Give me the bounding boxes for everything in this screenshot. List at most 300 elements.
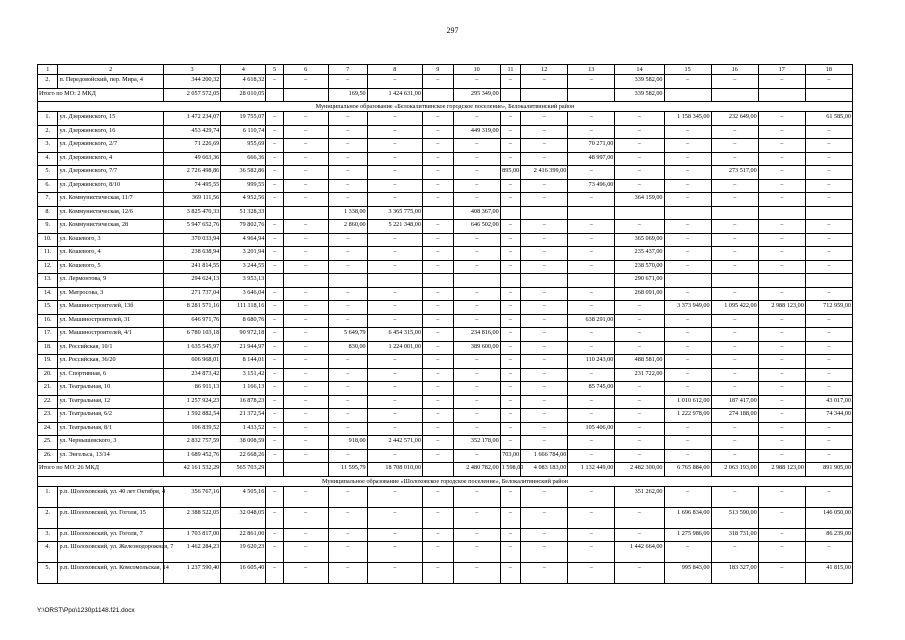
row-number: 10. (38, 233, 58, 247)
value-cell: – (758, 139, 805, 153)
value-cell: – (453, 542, 500, 563)
value-cell: – (328, 75, 367, 89)
value-cell: – (664, 139, 711, 153)
value-cell: 3 825 470,33 (163, 206, 220, 220)
value-cell: – (283, 287, 328, 301)
value-cell: 1 703 817,00 (163, 528, 220, 542)
value-cell: – (422, 193, 453, 207)
value-cell: – (711, 328, 758, 342)
section-header-row (38, 102, 853, 112)
value-cell: – (615, 409, 664, 423)
page-number: 297 (446, 26, 459, 35)
column-number: 9 (422, 65, 453, 75)
value-cell: – (568, 542, 615, 563)
value-cell: 79 802,76 (221, 220, 266, 234)
value-cell: 274 188,00 (711, 409, 758, 423)
value-cell (500, 274, 520, 288)
value-cell: 3 365 775,00 (367, 206, 422, 220)
value-cell: 646 971,76 (163, 314, 220, 328)
value-cell: 273 517,00 (711, 166, 758, 180)
value-cell: 3 646,04 (221, 287, 266, 301)
value-cell: – (328, 368, 367, 382)
value-cell: – (367, 409, 422, 423)
value-cell: – (711, 193, 758, 207)
value-cell: – (367, 75, 422, 89)
value-cell: 232 649,00 (711, 112, 758, 126)
value-cell: 74 344,00 (805, 409, 852, 423)
value-cell: 1 158 345,00 (664, 112, 711, 126)
value-cell: – (711, 422, 758, 436)
value-cell: – (500, 152, 520, 166)
value-cell: – (805, 382, 852, 396)
value-cell: – (266, 260, 283, 274)
value-cell: – (422, 507, 453, 528)
value-cell: – (711, 260, 758, 274)
value-cell: 1 472 234,07 (163, 112, 220, 126)
value-cell: – (500, 355, 520, 369)
section-header-row (38, 476, 853, 486)
value-cell: 2 388 522,05 (163, 507, 220, 528)
table-row (38, 287, 853, 301)
value-cell: – (568, 112, 615, 126)
column-number: 7 (328, 65, 367, 75)
value-cell: – (328, 422, 367, 436)
value-cell: – (367, 382, 422, 396)
value-cell: 4 618,32 (221, 75, 266, 89)
value-cell: – (568, 563, 615, 584)
address-cell: р.п. Шолоховский, ул. 40 лет Октября, 4 (58, 486, 163, 507)
value-cell: – (664, 166, 711, 180)
value-cell: – (283, 341, 328, 355)
value-cell: 235 437,00 (615, 247, 664, 261)
total-cell: 1 424 631,00 (367, 88, 422, 102)
value-cell: 488 581,00 (615, 355, 664, 369)
value-cell (367, 274, 422, 288)
row-number: 3. (38, 528, 58, 542)
value-cell: 49 663,36 (163, 152, 220, 166)
value-cell: – (664, 422, 711, 436)
value-cell: – (422, 166, 453, 180)
value-cell: – (422, 179, 453, 193)
value-cell: – (283, 328, 328, 342)
value-cell: 606 968,01 (163, 355, 220, 369)
value-cell: – (711, 179, 758, 193)
table-row (38, 368, 853, 382)
value-cell: – (367, 260, 422, 274)
value-cell: – (615, 125, 664, 139)
value-cell: – (453, 422, 500, 436)
value-cell: – (500, 436, 520, 450)
value-cell: – (453, 139, 500, 153)
value-cell: – (283, 233, 328, 247)
value-cell: 271 737,04 (163, 287, 220, 301)
value-cell: – (453, 314, 500, 328)
value-cell: – (422, 328, 453, 342)
table-row (38, 422, 853, 436)
file-path-footer: Y:\ORST\Ppo\1230p1148.f21.docx (37, 607, 135, 614)
value-cell: – (328, 152, 367, 166)
column-number: 11 (500, 65, 520, 75)
value-cell: – (758, 152, 805, 166)
table-row (38, 233, 853, 247)
value-cell: – (521, 179, 568, 193)
value-cell: – (615, 528, 664, 542)
value-cell: – (664, 486, 711, 507)
value-cell: 290 671,00 (615, 274, 664, 288)
address-cell: ул. Дзержинского, 4 (58, 152, 163, 166)
row-number: 3. (38, 139, 58, 153)
value-cell: – (367, 125, 422, 139)
value-cell (283, 274, 328, 288)
value-cell: – (805, 287, 852, 301)
table-row (38, 247, 853, 261)
value-cell: – (283, 166, 328, 180)
total-cell: 339 582,00 (615, 88, 664, 102)
value-cell: – (367, 395, 422, 409)
value-cell: 105 406,00 (568, 422, 615, 436)
value-cell: – (283, 449, 328, 463)
value-cell: 22 861,00 (221, 528, 266, 542)
value-cell: – (615, 179, 664, 193)
row-number: 6. (38, 179, 58, 193)
table-row (38, 193, 853, 207)
address-cell: ул. Дзержинского, 15 (58, 112, 163, 126)
value-cell: – (758, 395, 805, 409)
total-cell (711, 88, 758, 102)
column-number: 14 (615, 65, 664, 75)
address-cell: ул. Машиностроителей, 4/1 (58, 328, 163, 342)
value-cell: 110 243,00 (568, 355, 615, 369)
column-number: 16 (711, 65, 758, 75)
value-cell: – (266, 287, 283, 301)
address-cell: ул. Коммунистическая, 28 (58, 220, 163, 234)
value-cell: 1 166,13 (221, 382, 266, 396)
value-cell: – (453, 368, 500, 382)
address-cell: ул. Дзержинского, 8/10 (58, 179, 163, 193)
value-cell: – (758, 368, 805, 382)
value-cell: – (805, 328, 852, 342)
value-cell: – (266, 563, 283, 584)
value-cell: 1 095 422,00 (711, 301, 758, 315)
value-cell: – (283, 528, 328, 542)
value-cell: – (266, 486, 283, 507)
value-cell (615, 206, 664, 220)
value-cell: – (328, 166, 367, 180)
value-cell (758, 206, 805, 220)
value-cell: – (500, 368, 520, 382)
value-cell: – (328, 507, 367, 528)
value-cell: – (367, 314, 422, 328)
column-number: 18 (805, 65, 852, 75)
value-cell: – (500, 563, 520, 584)
value-cell: 5 221 348,00 (367, 220, 422, 234)
value-cell: – (367, 486, 422, 507)
value-cell: – (266, 220, 283, 234)
value-cell: – (711, 368, 758, 382)
value-cell: – (711, 449, 758, 463)
value-cell: – (521, 422, 568, 436)
value-cell: 16 878,23 (221, 395, 266, 409)
column-number: 10 (453, 65, 500, 75)
total-cell (283, 463, 328, 477)
value-cell: – (615, 166, 664, 180)
table-row (38, 382, 853, 396)
value-cell (805, 274, 852, 288)
total-cell: 6 765 884,00 (664, 463, 711, 477)
total-cell (283, 88, 328, 102)
total-label: Итого по МО: 2 МКД (38, 88, 164, 102)
value-cell: – (805, 193, 852, 207)
value-cell: – (367, 166, 422, 180)
value-cell: – (283, 422, 328, 436)
value-cell: – (266, 125, 283, 139)
value-cell: – (328, 287, 367, 301)
total-cell: 2 482 300,00 (615, 463, 664, 477)
value-cell: 106 839,52 (163, 422, 220, 436)
value-cell: 38 008,59 (221, 436, 266, 450)
total-cell: 42 161 532,29 (163, 463, 220, 477)
value-cell: – (521, 355, 568, 369)
value-cell: – (711, 542, 758, 563)
value-cell: – (615, 220, 664, 234)
value-cell: – (283, 355, 328, 369)
value-cell: 73 496,00 (568, 179, 615, 193)
row-number: 20. (38, 368, 58, 382)
value-cell: – (422, 449, 453, 463)
value-cell: 995 843,00 (664, 563, 711, 584)
value-cell: – (711, 139, 758, 153)
value-cell: – (758, 563, 805, 584)
column-number: 15 (664, 65, 711, 75)
value-cell: 2 416 399,00 (521, 166, 568, 180)
value-cell: – (805, 486, 852, 507)
value-cell: – (283, 260, 328, 274)
value-cell: – (568, 247, 615, 261)
value-cell: – (711, 341, 758, 355)
value-cell: – (453, 507, 500, 528)
value-cell: – (422, 341, 453, 355)
value-cell: – (711, 233, 758, 247)
value-cell: – (266, 301, 283, 315)
value-cell: – (266, 528, 283, 542)
value-cell: 74 495,55 (163, 179, 220, 193)
value-cell: – (328, 314, 367, 328)
value-cell: – (521, 409, 568, 423)
value-cell: – (568, 368, 615, 382)
value-cell: – (805, 355, 852, 369)
value-cell: – (758, 328, 805, 342)
value-cell: – (266, 179, 283, 193)
table-row (38, 314, 853, 328)
value-cell: – (500, 179, 520, 193)
table-row (38, 486, 853, 507)
address-cell: ул. Машиностроителей, 31 (58, 314, 163, 328)
value-cell: – (664, 75, 711, 89)
value-cell: 666,36 (221, 152, 266, 166)
value-cell (521, 274, 568, 288)
value-cell: – (283, 542, 328, 563)
value-cell: – (422, 355, 453, 369)
value-cell: – (805, 233, 852, 247)
value-cell: 356 767,16 (163, 486, 220, 507)
table-row (38, 166, 853, 180)
row-number: 17. (38, 328, 58, 342)
value-cell: – (422, 233, 453, 247)
value-cell (568, 274, 615, 288)
table-row (38, 206, 853, 220)
value-cell: 294 624,13 (163, 274, 220, 288)
value-cell: 1 237 590,40 (163, 563, 220, 584)
value-cell: – (453, 179, 500, 193)
value-cell: – (328, 260, 367, 274)
value-cell: – (283, 563, 328, 584)
value-cell: – (568, 528, 615, 542)
address-cell: п. Передовойский, пер. Мира, 4 (58, 75, 163, 89)
column-number: 4 (221, 65, 266, 75)
value-cell: – (568, 220, 615, 234)
total-cell: 295 349,00 (453, 88, 500, 102)
value-cell: – (711, 486, 758, 507)
value-cell: – (615, 382, 664, 396)
value-cell: – (453, 395, 500, 409)
value-cell (758, 274, 805, 288)
value-cell: – (805, 139, 852, 153)
column-number: 1 (38, 65, 58, 75)
value-cell: 1 257 924,23 (163, 395, 220, 409)
value-cell: – (758, 355, 805, 369)
value-cell: – (266, 247, 283, 261)
value-cell (664, 274, 711, 288)
total-cell: 2 480 782,00 (453, 463, 500, 477)
value-cell: – (500, 139, 520, 153)
value-cell: 4 964,94 (221, 233, 266, 247)
value-cell: – (758, 314, 805, 328)
value-cell: – (367, 247, 422, 261)
row-number: 13. (38, 274, 58, 288)
value-cell: – (664, 382, 711, 396)
value-cell: – (500, 287, 520, 301)
value-cell: 234 816,00 (453, 328, 500, 342)
table-row (38, 125, 853, 139)
value-cell: 19 755,07 (221, 112, 266, 126)
value-cell: – (568, 125, 615, 139)
value-cell: 703,00 (500, 449, 520, 463)
value-cell: – (453, 449, 500, 463)
value-cell: – (328, 395, 367, 409)
value-cell: – (711, 287, 758, 301)
value-cell: – (664, 152, 711, 166)
value-cell: – (521, 507, 568, 528)
row-number: 5. (38, 166, 58, 180)
value-cell: – (615, 139, 664, 153)
row-number: 16. (38, 314, 58, 328)
value-cell: 16 605,40 (221, 563, 266, 584)
value-cell: 234 873,42 (163, 368, 220, 382)
value-cell: – (283, 507, 328, 528)
value-cell: – (453, 193, 500, 207)
value-cell: – (758, 409, 805, 423)
row-number: 1. (38, 486, 58, 507)
value-cell: – (266, 507, 283, 528)
value-cell: – (422, 409, 453, 423)
table-row (38, 528, 853, 542)
total-row (38, 463, 853, 477)
value-cell: 86 911,13 (163, 382, 220, 396)
value-cell: – (758, 260, 805, 274)
value-cell: – (805, 542, 852, 563)
value-cell: – (758, 287, 805, 301)
value-cell: – (521, 220, 568, 234)
value-cell: – (521, 152, 568, 166)
value-cell: – (500, 247, 520, 261)
value-cell: – (500, 233, 520, 247)
value-cell (422, 206, 453, 220)
table-row (38, 436, 853, 450)
value-cell: – (500, 528, 520, 542)
value-cell: 1 222 978,00 (664, 409, 711, 423)
value-cell: – (805, 220, 852, 234)
value-cell: – (283, 409, 328, 423)
address-cell: ул. Чернышевского, 3 (58, 436, 163, 450)
value-cell: – (422, 112, 453, 126)
value-cell: – (758, 166, 805, 180)
address-cell: ул. Коммунистическая, 11/7 (58, 193, 163, 207)
value-cell: 6 780 103,18 (163, 328, 220, 342)
table-row (38, 328, 853, 342)
value-cell: – (521, 314, 568, 328)
row-number: 14. (38, 287, 58, 301)
value-cell: – (758, 542, 805, 563)
value-cell: – (568, 436, 615, 450)
value-cell: 6 454 315,00 (367, 328, 422, 342)
total-cell (805, 88, 852, 102)
value-cell: – (367, 152, 422, 166)
row-number: 15. (38, 301, 58, 315)
value-cell: 408 367,00 (453, 206, 500, 220)
value-cell: 1 635 545,97 (163, 341, 220, 355)
value-cell: – (422, 247, 453, 261)
value-cell (711, 206, 758, 220)
value-cell: – (283, 193, 328, 207)
address-cell: ул. Дзержинского, 7/7 (58, 166, 163, 180)
value-cell: – (266, 341, 283, 355)
value-cell: 6 110,74 (221, 125, 266, 139)
value-cell: – (283, 112, 328, 126)
value-cell: – (283, 125, 328, 139)
value-cell: – (453, 247, 500, 261)
value-cell: – (367, 287, 422, 301)
value-cell: 85 745,00 (568, 382, 615, 396)
value-cell: – (453, 528, 500, 542)
total-cell: 565 703,29 (221, 463, 266, 477)
total-cell (758, 88, 805, 102)
row-number: 19. (38, 355, 58, 369)
value-cell: 268 091,00 (615, 287, 664, 301)
value-cell: 351 262,00 (615, 486, 664, 507)
value-cell: – (500, 486, 520, 507)
value-cell: 3 373 949,00 (664, 301, 711, 315)
value-cell: 241 814,55 (163, 260, 220, 274)
value-cell: – (266, 75, 283, 89)
value-cell: – (521, 233, 568, 247)
value-cell: – (422, 382, 453, 396)
value-cell: – (266, 328, 283, 342)
value-cell: – (500, 542, 520, 563)
value-cell: – (711, 355, 758, 369)
value-cell: 41 815,00 (805, 563, 852, 584)
value-cell: – (328, 542, 367, 563)
row-number: 12. (38, 260, 58, 274)
